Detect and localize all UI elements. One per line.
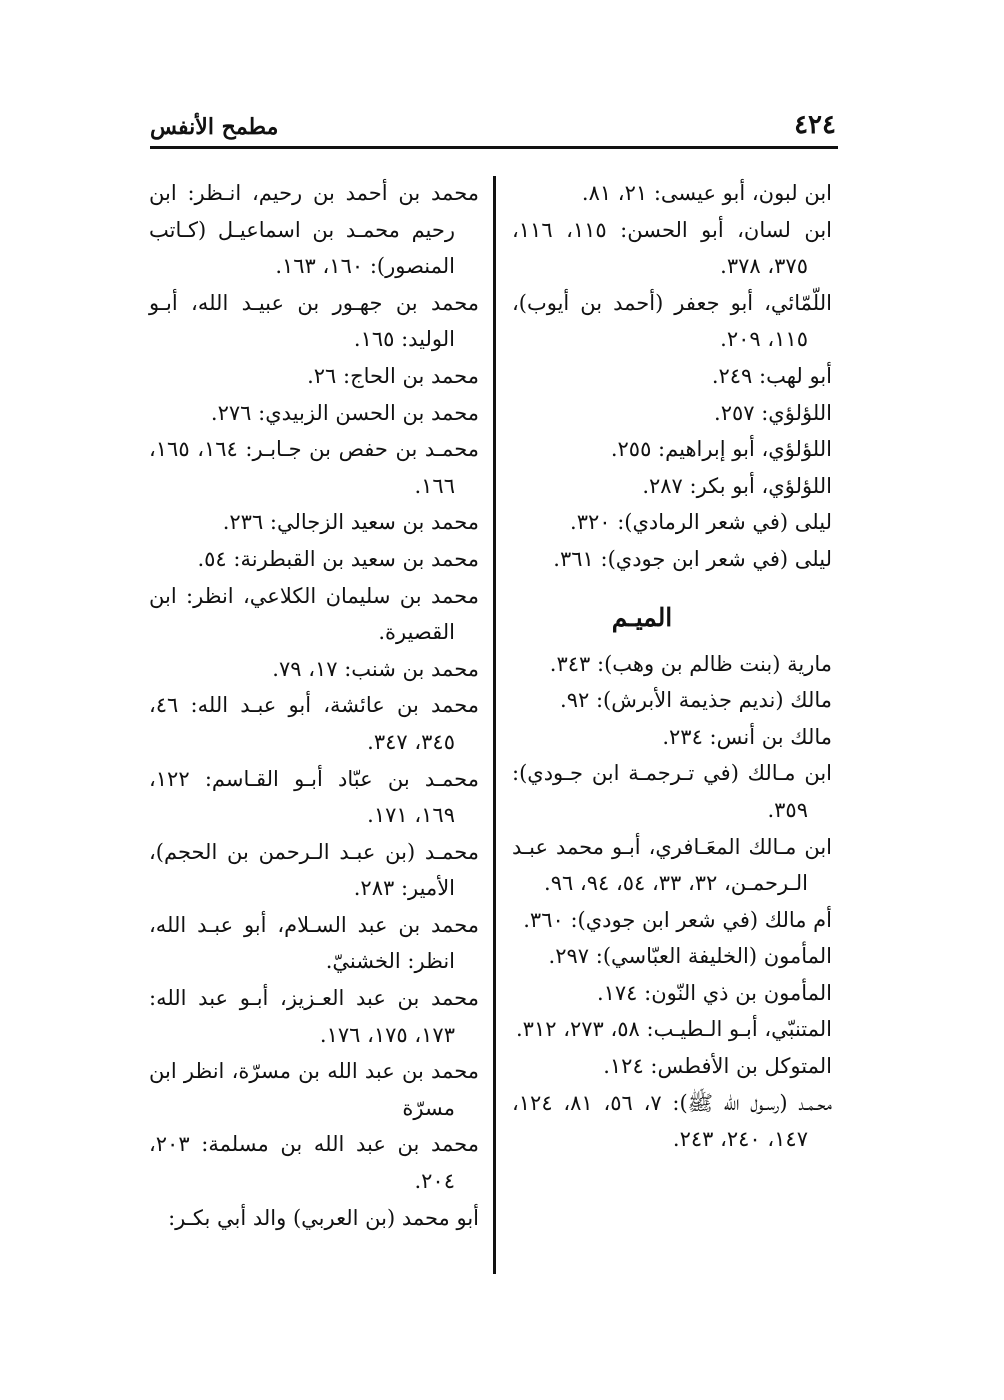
index-entry: محمـد بن عبّاد أبـو القـاسم: ١٢٢، ١٦٩، ١٧١. (149, 766, 479, 828)
index-entry: اللّمّائي، أبو جعفر (أحمد بن أيوب)، ١١٥، ٢٠٩. (512, 290, 832, 352)
index-entry: ابن مـالك (في تـرجمـة ابن جـودي): ٣٥٩. (512, 761, 832, 822)
index-entry: مالك (نديم جذيمة الأبرش): ٩٢. (560, 688, 832, 713)
index-entry: محمد بن جهـور بن عبيـد الله، أبـو الوليد: ١٦٥. (149, 290, 479, 352)
index-entry: محمـد بن حفص بن جـابـر: ١٦٤، ١٦٥، ١٦٦. (149, 437, 480, 498)
index-column-right (512, 175, 832, 1158)
column-divider (493, 176, 496, 1274)
running-title: مطمح الأنفس (150, 114, 279, 140)
index-entry: محمـد (بن عبـد الـرحمن بن الحجم)، الأمير: ٢٨٣. (149, 839, 479, 901)
index-entry: ابن لسان، أبو الحسن: ١١٥، ١١٦، ٣٧٥، ٣٧٨. (512, 217, 832, 279)
index-entry: محمد بن عبد الله بن مسرّة، انظر ابن مسرّة (149, 1059, 479, 1120)
index-entry: أبو محمد (بن العربي) والد أبي بكـر: (168, 1205, 479, 1230)
index-entry: محمد بن عبد العـزيز، أبـو عبد الله: ١٧٣، ١٧٥، ١٧٦. (149, 986, 479, 1047)
index-entry: مالك بن أنس: ٢٣٤. (662, 724, 832, 749)
index-entry: محـمـد (رسـول الله ﷺ): ٧، ٥٦، ٨١، ١٢٤، ١٤٧، ٢٤٠، ٢٤٣. (512, 1090, 832, 1152)
index-entry: ابن لبون، أبو عيسى: ٢١، ٨١. (581, 181, 832, 205)
index-entry: المتوكل بن الأفطس: ١٢٤. (603, 1054, 832, 1079)
index-entry: محمد بن الحاج: ٢٦. (307, 363, 479, 388)
index-entry: محمد بن عبد الله بن مسلمة: ٢٠٣، ٢٠٤. (149, 1132, 479, 1194)
index-entry: محمد بن عبد السـلام، أبو عبـد الله، انظر: الخشنيّ. (149, 912, 479, 974)
index-entry: ليلى (في شعر الرمادي): ٣٢٠. (570, 510, 832, 535)
index-entry: اللؤلؤي: ٢٥٧. (714, 400, 832, 425)
index-entry: المتنبّي، أبـو الـطيـب: ٥٨، ٢٧٣، ٣١٢. (515, 1017, 832, 1042)
index-entry: محمد بن سعيد بن القبطرنة: ٥٤. (197, 546, 479, 571)
index-entry: محمد بن شنب: ١٧، ٧٩. (272, 656, 479, 681)
index-entry: مارية (بنت ظالم بن وهب): ٣٤٣. (549, 651, 832, 676)
index-entry: أبو لهب: ٢٤٩. (711, 363, 832, 388)
index-entry: اللؤلؤي، أبو بكر: ٢٨٧. (642, 473, 832, 498)
section-heading: الميـم (611, 602, 673, 632)
index-entry: اللؤلؤي، أبو إبراهيم: ٢٥٥. (610, 437, 832, 462)
index-column-left (149, 175, 479, 1236)
index-entry: ابن مـالك المعَـافري، أبـو محمد عبـد الـرحمـن، ٣٢، ٣٣، ٥٤، ٩٤، ٩٦. (512, 834, 832, 896)
index-entry: محمد بن سليمان الكلاعي، انظر: ابن القصيرة. (149, 583, 479, 645)
index-entry: المأمون بن ذي النّون: ١٧٤. (596, 980, 832, 1005)
index-entry: المأمون (الخليفة العبّاسي): ٢٩٧. (548, 944, 832, 969)
index-entry: محمد بن عائشة، أبو عبـد الله: ٤٦، ٣٤٥، ٣٤٧. (149, 693, 479, 754)
index-entry: محمد بن سعيد الزجالي: ٢٣٦. (222, 510, 479, 535)
page-header (150, 108, 836, 148)
header-rule (150, 146, 838, 149)
index-entry: محمد بن الحسن الزبيدي: ٢٧٦. (210, 400, 479, 425)
index-entry: محمد بن أحمد بن رحيم، انـظر: ابن رحيم محمـد بن اسماعيـل (كـاتب المنصور): ١٦٠، ١٦٣. (149, 181, 479, 279)
index-entry: أم مالك (في شعر ابن جودي): ٣٦٠. (523, 907, 832, 932)
index-entry: ليلى (في شعر ابن جودي): ٣٦١. (553, 546, 832, 571)
page-number: ٤٢٤ (794, 110, 836, 140)
